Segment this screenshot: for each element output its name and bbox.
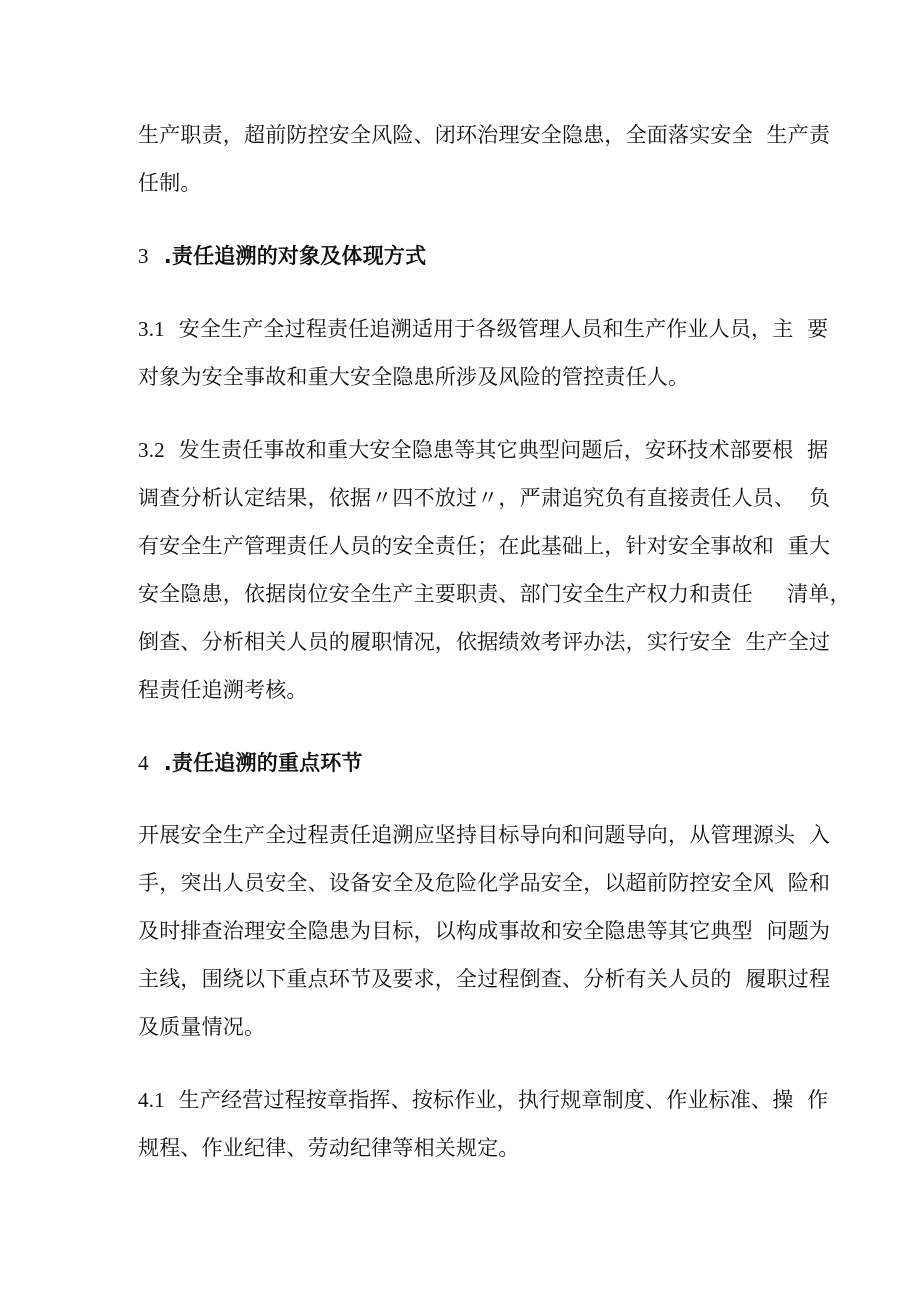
section-3-number: 3: [138, 244, 149, 268]
paragraph-3-1-line-2: 对象为安全事故和重大安全隐患所涉及风险的管控责任人。: [138, 365, 690, 389]
paragraph-4-1-text-1: 生产经营过程按章指挥、按标作业，执行规章制度、作业标准、操 作: [178, 1088, 829, 1112]
paragraph-3-2-line-2: 调查分析认定结果，依据〃四不放过〃，严肃追究负有直接责任人员、 负: [138, 486, 831, 510]
paragraph-3-2-line-5: 倒查、分析相关人员的履职情况，依据绩效考评办法，实行安全 生产全过: [138, 630, 831, 654]
paragraph-4-1-number: 4.1: [138, 1088, 165, 1112]
section-4-heading: [138, 748, 788, 778]
intro-line-2: 任制。: [138, 171, 202, 195]
section-4-intro-line-5: 及质量情况。: [138, 1015, 266, 1039]
section-3-title: .责任追溯的对象及体现方式: [163, 244, 427, 268]
paragraph-3-2-line-1: [138, 435, 829, 465]
paragraph-4-1-line-1: [138, 1085, 829, 1115]
paragraph-3-2-line-3: 有安全生产管理责任人员的安全责任；在此基础上，针对安全事故和 重大: [138, 534, 831, 558]
section-4-number: 4: [138, 751, 149, 775]
paragraph-3-2-number: 3.2: [138, 438, 165, 462]
paragraph-3-1-line-1: [138, 314, 829, 344]
section-3-heading: [138, 241, 788, 271]
section-4-intro-line-4: 主线，围绕以下重点环节及要求，全过程倒查、分析有关人员的 履职过程: [138, 967, 831, 991]
paragraph-3-1-text-1: 安全生产全过程责任追溯适用于各级管理人员和生产作业人员，主 要: [178, 317, 829, 341]
paragraph-3-1-number: 3.1: [138, 317, 165, 341]
section-4-intro-line-2: 手，突出人员安全、设备安全及危险化学品安全，以超前防控安全风 险和: [138, 871, 831, 895]
paragraph-3-2-line-4: 安全隐患，依据岗位安全生产主要职责、部门安全生产权力和责任 清单，: [138, 582, 851, 606]
paragraph-4-1-line-2: 规程、作业纪律、劳动纪律等相关规定。: [138, 1136, 520, 1160]
section-4-intro-line-3: 及时排查治理安全隐患为目标，以构成事故和安全隐患等其它典型 问题为: [138, 919, 831, 943]
paragraph-3-2-line-6: 程责任追溯考核。: [138, 678, 308, 702]
paragraph-3-2-text-1: 发生责任事故和重大安全隐患等其它典型问题后，安环技术部要根 据: [178, 438, 829, 462]
section-4-title: .责任追溯的重点环节: [163, 751, 363, 775]
intro-line-1: 生产职责，超前防控安全风险、闭环治理安全隐患，全面落实安全 生产责: [138, 123, 831, 147]
section-4-intro-line-1: 开展安全生产全过程责任追溯应坚持目标导向和问题导向，从管理源头 入: [138, 823, 831, 847]
